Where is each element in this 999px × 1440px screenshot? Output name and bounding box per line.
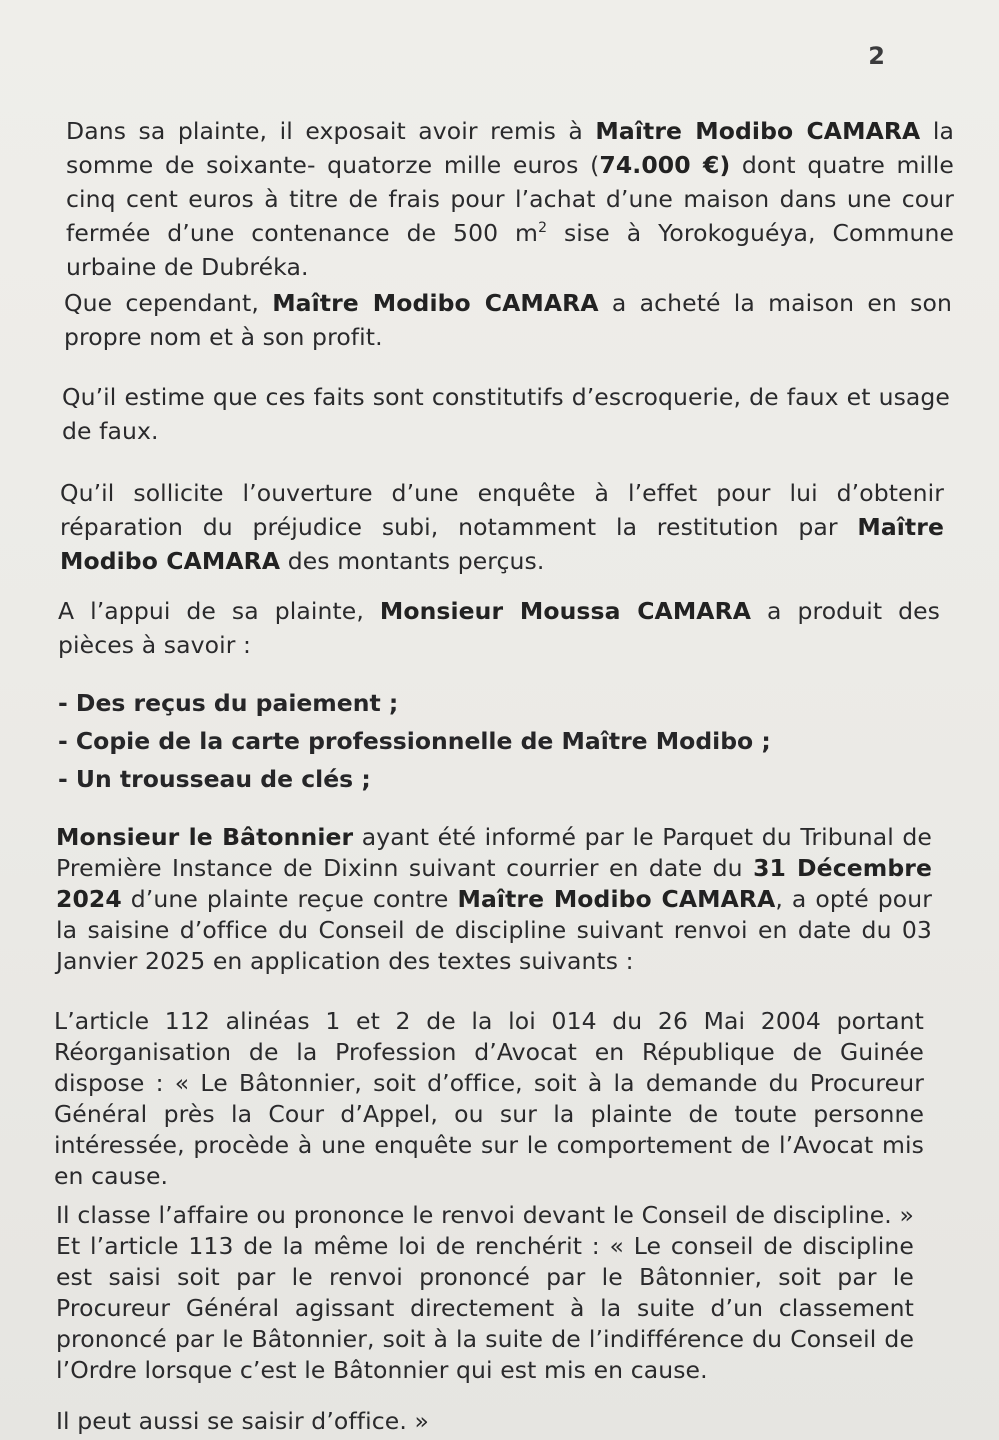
- paragraph-batonnier: Monsieur le Bâtonnier ayant été informé par le Parquet du Tribunal de Première Instance de Dixinn suivant courrier en date du 31 Décembre 2024 d’une plainte reçue contre Maître Modibo CAMARA, a opté pour la saisine d’office du Conseil de discipline suivant renvoi en date du 03 Janvier 2025 en application des textes suivants :: [56, 823, 932, 975]
- paragraph-complaint: Dans sa plainte, il exposait avoir remis à Maître Modibo CAMARA la somme de soixante- quatorze mille euros (74.000 €) dont quatre mille cinq cent euros à titre de frais pour l’achat d’une maison dans une cour fermée d’une contenance de 500 $m^2$ sise à Yorokoguéya, Commune urbaine de Dubréka.: [66, 117, 955, 281]
- paragraph-self-referral: Il peut aussi se saisir d’office. »: [56, 1407, 429, 1435]
- list-item: - Des reçus du paiement ;: [58, 689, 399, 717]
- paragraph-evidence: A l’appui de sa plainte, Monsieur Moussa CAMARA a produit des pièces à savoir :: [58, 597, 940, 659]
- paragraph-article-113: Il classe l’affaire ou prononce le renvoi devant le Conseil de discipline. » Et l’article 113 de la même loi de renchérit : « Le conseil de discipline est saisi soit par le renvoi prononcé par le Bâtonnier, soit par le Procureur Général agissant directement à la suite d’un classement prononcé par le Bâtonnier, soit à la suite de l’indifférence du Conseil de l’Ordre lorsque c’est le Bâtonnier qui est mis en cause.: [56, 1201, 914, 1384]
- list-item: - Copie de la carte professionnelle de Maître Modibo ;: [58, 727, 771, 755]
- paragraph-article-112: L’article 112 alinéas 1 et 2 de la loi 014 du 26 Mai 2004 portant Réorganisation de la Profession d’Avocat en République de Guinée dispose : « Le Bâtonnier, soit d’office, soit à la demande du Procureur Général près la Cour d’Appel, ou sur la plainte de toute personne intéressée, procède à une enquête sur le comportement de l’Avocat mis en cause.: [54, 1007, 924, 1190]
- paragraph-purchase: Que cependant, Maître Modibo CAMARA a acheté la maison en son propre nom et à son profit.: [64, 289, 952, 351]
- paragraph-fraud: Qu’il estime que ces faits sont constitutifs d’escroquerie, de faux et usage de faux.: [62, 383, 950, 445]
- paragraph-inquiry: Qu’il sollicite l’ouverture d’une enquête à l’effet pour lui d’obtenir réparation du préjudice subi, notamment la restitution par Maître Modibo CAMARA des montants perçus.: [60, 479, 944, 575]
- evidence-list: [58, 684, 771, 798]
- page-number: 2: [868, 42, 885, 70]
- list-item: - Un trousseau de clés ;: [58, 765, 371, 793]
